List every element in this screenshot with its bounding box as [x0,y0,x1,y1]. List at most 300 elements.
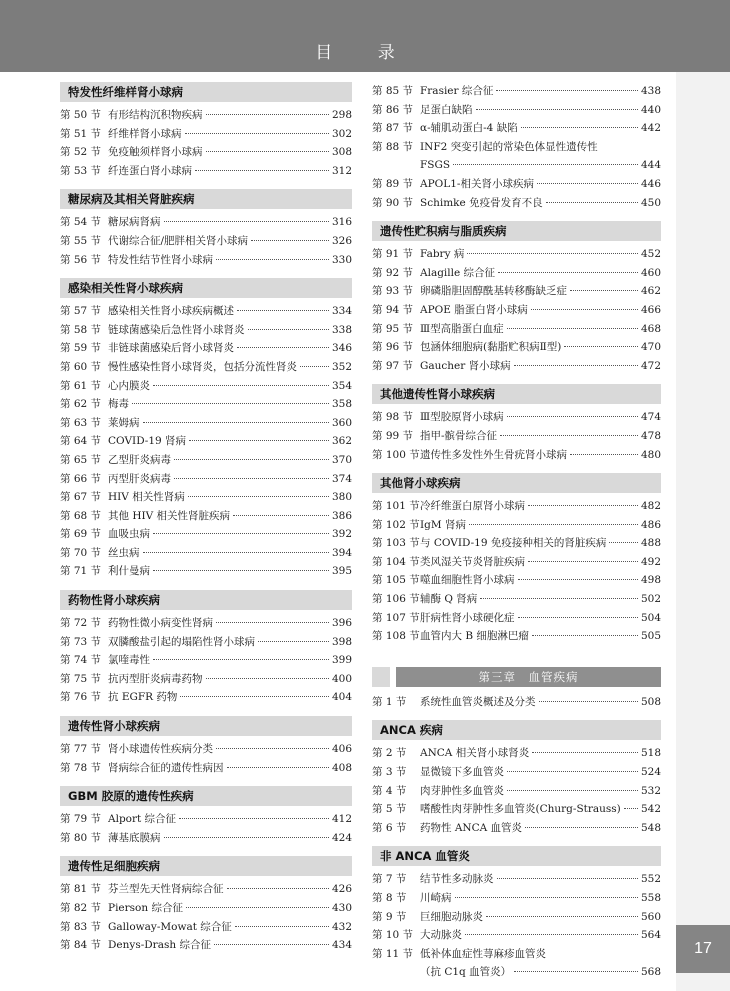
entry-page: 412 [331,813,352,826]
toc-entry [60,918,352,937]
entry-number: 第 84 节 [60,939,102,952]
dot-leader [164,837,329,838]
entry-page: 560 [640,910,661,923]
dot-leader [467,253,638,254]
entry-page: 568 [640,966,661,979]
entry-number: 第 108 节 [372,630,420,643]
dot-leader [507,416,638,417]
entry-title: 血管内大 B 细胞淋巴瘤 [420,630,529,643]
toc-right-sections-a [372,221,661,646]
entry-number: 第 54 节 [60,216,102,229]
entry-number: 第 89 节 [372,177,414,190]
entry-title: 足蛋白缺陷 [420,103,473,116]
entry-number: 第 101 节 [372,500,420,513]
entry-page: 478 [640,429,661,442]
toc-entry [372,590,661,609]
entry-page: 362 [331,435,352,448]
entry-number: 第 8 节 [372,892,407,904]
toc-entry [60,936,352,955]
dot-leader [564,346,638,347]
dot-leader [237,310,329,311]
entry-title: Alagille 综合征 [420,266,496,279]
dot-leader [532,635,638,636]
dot-leader [480,598,638,599]
entry-title: 芬兰型先天性肾病综合征 [108,883,224,896]
entry-title: 肉芽肿性多血管炎 [420,784,504,797]
toc-section [60,856,352,954]
dot-leader [251,240,329,241]
entry-title: APOE 脂蛋白肾小球病 [420,303,528,316]
dot-leader [216,748,329,749]
entry-number: 第 59 节 [60,342,102,355]
chapter-marker [372,667,390,687]
toc-entry [372,553,661,572]
toc-entry [372,627,661,646]
toc-entry [60,880,352,899]
entry-title: 非链球菌感染后肾小球肾炎 [108,342,234,355]
entry-page: 394 [331,546,352,559]
toc-entry [60,213,352,232]
dot-leader [500,435,638,436]
toc-entry [60,162,352,181]
entry-number: 第 95 节 [372,322,414,335]
dot-leader [188,496,329,497]
dot-leader [195,170,329,171]
toc-section [60,82,352,180]
dot-leader [609,542,638,543]
dot-leader [237,347,329,348]
entry-title: 川崎病 [420,892,452,904]
toc-entry [60,125,352,144]
entry-title: 嗜酸性肉芽肿性多血管炎(Churg-Strauss) [420,803,621,816]
entry-page: 446 [640,177,661,190]
dot-leader [227,767,329,768]
entry-title: ANCA 相关肾小球肾炎 [420,747,530,760]
dot-leader [518,617,638,618]
toc-entry [372,693,661,712]
dot-leader [227,888,329,889]
entry-number: 第 68 节 [60,509,102,522]
entry-number: 第 4 节 [372,784,407,797]
toc-entry [372,945,661,964]
entry-number: 第 1 节 [372,695,407,708]
chapter-heading [372,667,661,687]
toc-entry [60,740,352,759]
toc-entry [60,670,352,689]
dot-leader [132,403,329,404]
toc-entry [372,609,661,628]
toc-entry [60,759,352,778]
dot-leader [233,515,329,516]
toc-entry [60,395,352,414]
entry-page: 504 [640,611,661,624]
entry-number: 第 50 节 [60,109,102,121]
entry-page: 488 [640,537,661,550]
dot-leader [185,133,329,134]
toc-entry [372,446,661,465]
entry-title: 双膦酸盐引起的塌陷性肾小球病 [108,635,255,648]
dot-leader [469,524,638,525]
toc-entry [372,119,661,138]
entry-title: 指甲-髌骨综合征 [420,429,498,442]
entry-title: Ⅲ型高脂蛋白血症 [420,322,504,335]
entry-title: INF2 突变引起的常染色体显性遗传性 [420,140,598,153]
entry-page: 505 [640,630,661,643]
entry-page: 302 [331,127,352,140]
entry-page: 396 [331,617,352,630]
entry-title: 其他 HIV 相关性肾脏疾病 [108,509,231,522]
dot-leader [189,440,329,441]
toc-entry [60,633,352,652]
entry-page: 326 [331,234,352,247]
toc-section [60,786,352,847]
entry-title: 肝病性肾小球硬化症 [420,611,515,624]
entry-number: 第 77 节 [60,743,102,756]
entry-page: 480 [640,448,661,461]
entry-title: 药物性 ANCA 血管炎 [420,821,523,834]
entry-title: IgM 肾病 [420,518,466,531]
chapter-entries [372,693,661,712]
entry-number: 第 99 节 [372,429,414,442]
dot-leader [174,459,329,460]
entry-page: 400 [331,672,352,685]
entry-title: 丙型肝炎病毒 [108,472,171,485]
entry-page: 460 [640,266,661,279]
toc-entry [372,889,661,908]
dot-leader [465,934,638,935]
entry-title: Galloway-Mowat 综合征 [108,920,232,933]
toc-entry [372,800,661,819]
entry-page: 358 [331,398,352,411]
entry-title: 代谢综合征/肥胖相关肾小球病 [108,234,249,247]
toc-continued-entries [372,82,661,212]
entry-number: 第 63 节 [60,416,102,429]
entry-title: α-辅肌动蛋白-4 缺陷 [420,122,518,135]
entry-page: 432 [331,920,352,933]
toc-entry [60,470,352,489]
dot-leader [570,290,638,291]
entry-title: （抗 C1q 血管炎） [420,966,512,979]
entry-number: 第 106 节 [372,593,420,606]
dot-leader [258,641,329,642]
entry-title: 乙型肝炎病毒 [108,453,171,466]
entry-title: FSGS [420,159,451,172]
entry-title: 慢性感染性肾小球肾炎，包括分流性肾炎 [108,360,297,373]
entry-page: 308 [331,146,352,159]
dot-leader [496,90,638,91]
entry-title: 利什曼病 [108,565,150,578]
entry-title: 辅酶 Q 肾病 [420,593,478,606]
toc-entry [372,571,661,590]
section-heading: 药物性肾小球疾病 [60,590,352,610]
entry-page: 298 [331,109,352,121]
entry-number: 第 6 节 [372,821,407,834]
entry-number: 第 79 节 [60,813,102,826]
toc-entry [60,507,352,526]
toc-entry [372,245,661,264]
dot-leader [143,422,329,423]
entry-number: 第 7 节 [372,873,407,886]
entry-number: 第 69 节 [60,528,102,541]
toc-entry [372,282,661,301]
entry-page: 399 [331,654,352,667]
entry-number: 第 70 节 [60,546,102,559]
toc-entry [372,175,661,194]
entry-page: 552 [640,873,661,886]
entry-number: 第 76 节 [60,691,102,704]
entry-page: 466 [640,303,661,316]
entry-page: 426 [331,883,352,896]
dot-leader [537,183,638,184]
entry-title: 梅毒 [108,398,129,411]
entry-number: 第 71 节 [60,565,102,578]
entry-title: 抗 EGFR 药物 [108,691,178,704]
entry-number: 第 90 节 [372,196,414,209]
entry-title: 结节性多动脉炎 [420,873,494,886]
dot-leader [216,259,329,260]
entry-number: 第 66 节 [60,472,102,485]
dot-leader [531,309,638,310]
toc-entry [60,339,352,358]
dot-leader [153,659,329,660]
entry-number: 第 100 节 [372,448,420,461]
dot-leader [532,752,638,753]
toc-entry [60,899,352,918]
entry-number: 第 75 节 [60,672,102,685]
toc-entry [60,829,352,848]
entry-title: 抗丙型肝炎病毒药物 [108,672,203,685]
entry-number: 第 3 节 [372,766,407,779]
dot-leader [179,818,329,819]
toc-right-sections-b [372,720,661,982]
entry-title: 大动脉炎 [420,929,462,942]
toc-entry [372,427,661,446]
entry-number: 第 78 节 [60,761,102,774]
entry-number: 第 88 节 [372,140,414,153]
entry-title: 链球菌感染后急性肾小球肾炎 [108,323,245,336]
toc-entry [60,488,352,507]
entry-title: 类风湿关节炎肾脏疾病 [420,555,525,568]
entry-title: 噬血细胞性肾小球病 [420,574,515,587]
entry-page: 498 [640,574,661,587]
dot-leader [455,897,638,898]
entry-page: 408 [331,761,352,774]
entry-page: 395 [331,565,352,578]
dot-leader [300,366,329,367]
entry-page: 542 [640,803,661,816]
entry-page: 532 [640,784,661,797]
entry-title: 低补体血症性荨麻疹血管炎 [420,947,546,960]
entry-title: 丝虫病 [108,546,140,559]
entry-page: 548 [640,821,661,834]
entry-title: 肾病综合征的遗传性病因 [108,761,224,774]
entry-title: 心内膜炎 [108,379,150,392]
toc-entry [60,544,352,563]
dot-leader [514,971,638,972]
toc-entry [60,525,352,544]
entry-number: 第 5 节 [372,803,407,816]
toc-entry [372,156,661,175]
toc-section [372,720,661,837]
entry-page: 338 [331,323,352,336]
entry-number: 第 94 节 [372,303,414,316]
entry-number: 第 55 节 [60,234,102,247]
toc-entry [372,534,661,553]
toc-entry [372,194,661,213]
toc-entry [60,377,352,396]
toc-section [60,189,352,269]
entry-title: 卵磷脂胆固醇酰基转移酶缺乏症 [420,285,567,298]
toc-section [60,278,352,581]
dot-leader [521,127,638,128]
entry-title: 有形结构沉积物疾病 [108,109,203,121]
entry-title: 糖尿病肾病 [108,216,161,229]
dot-leader [525,827,638,828]
entry-title: 冷纤维蛋白原肾小球病 [420,500,525,513]
entry-title: 氯喹毒性 [108,654,150,667]
entry-number: 第 87 节 [372,122,414,135]
entry-number: 第 56 节 [60,253,102,266]
section-heading: 遗传性足细胞疾病 [60,856,352,876]
dot-leader [570,454,638,455]
section-heading: 其他遗传性肾小球疾病 [372,384,661,404]
dot-leader [498,272,638,273]
toc-section [60,590,352,707]
toc-section [372,384,661,464]
entry-number: 第 64 节 [60,435,102,448]
section-heading: 糖尿病及其相关肾脏疾病 [60,189,352,209]
entry-title: COVID-19 肾病 [108,435,187,448]
entry-page: 424 [331,831,352,844]
entry-number: 第 60 节 [60,360,102,373]
entry-number: 第 72 节 [60,617,102,630]
entry-title: 系统性血管炎概述及分类 [420,695,536,708]
entry-number: 第 91 节 [372,248,414,261]
dot-leader [624,808,638,809]
dot-leader [214,944,329,945]
entry-number: 第 9 节 [372,910,407,923]
entry-page: 468 [640,322,661,335]
entry-number: 第 93 节 [372,285,414,298]
entry-title: Ⅲ型胶原肾小球病 [420,411,504,424]
entry-title: 肾小球遗传性疾病分类 [108,743,213,756]
toc-entry [372,264,661,283]
entry-number: 第 57 节 [60,305,102,318]
toc-entry [60,251,352,270]
entry-title: Gaucher 肾小球病 [420,359,511,372]
entry-page: 440 [640,103,661,116]
toc-entry [372,744,661,763]
toc-entry [60,451,352,470]
entry-page: 316 [331,216,352,229]
dot-leader [476,109,638,110]
entry-number: 第 85 节 [372,85,414,97]
entry-title: 特发性结节性肾小球病 [108,253,213,266]
entry-number: 第 51 节 [60,127,102,140]
entry-title: 薄基底膜病 [108,831,161,844]
dot-leader [235,926,329,927]
dot-leader [528,561,638,562]
toc-entry [60,651,352,670]
entry-number: 第 107 节 [372,611,420,624]
entry-page: 472 [640,359,661,372]
entry-page: 330 [331,253,352,266]
dot-leader [216,622,329,623]
entry-number: 第 81 节 [60,883,102,896]
entry-number: 第 103 节 [372,537,420,550]
entry-title: 巨细胞动脉炎 [420,910,483,923]
entry-page: 452 [640,248,661,261]
toc-entry [372,497,661,516]
entry-title: Denys-Drash 综合征 [108,939,211,952]
entry-page: 470 [640,341,661,354]
entry-page: 354 [331,379,352,392]
entry-page: 558 [640,892,661,904]
entry-number: 第 11 节 [372,947,414,960]
entry-number: 第 61 节 [60,379,102,392]
entry-title: APOL1-相关肾小球疾病 [420,177,534,190]
entry-page: 346 [331,342,352,355]
entry-page: 398 [331,635,352,648]
entry-page: 442 [640,122,661,135]
toc-section [372,846,661,982]
dot-leader [143,552,329,553]
dot-leader [486,916,638,917]
entry-page: 444 [640,159,661,172]
section-heading: 非 ANCA 血管炎 [372,846,661,866]
entry-title: 血吸虫病 [108,528,150,541]
entry-title: 遗传性多发性外生骨疣肾小球病 [420,448,567,461]
dot-leader [153,570,329,571]
toc-entry [60,414,352,433]
entry-title: 包涵体细胞病(黏脂贮积病Ⅱ型) [420,341,562,354]
dot-leader [153,533,329,534]
dot-leader [507,328,638,329]
toc-entry [60,106,352,125]
entry-page: 524 [640,766,661,779]
toc-entry [372,782,661,801]
entry-page: 430 [331,902,352,914]
entry-page: 450 [640,196,661,209]
dot-leader [180,696,329,697]
entry-page: 518 [640,747,661,760]
toc-entry [60,232,352,251]
entry-page: 386 [331,509,352,522]
toc-entry [372,320,661,339]
dot-leader [507,790,638,791]
section-heading: 特发性纤维样肾小球病 [60,82,352,102]
entry-page: 312 [331,164,352,177]
toc-entry [60,143,352,162]
section-heading: GBM 胶原的遗传性疾病 [60,786,352,806]
entry-title: 莱姆病 [108,416,140,429]
entry-page: 486 [640,518,661,531]
entry-page: 564 [640,929,661,942]
toc-entry [372,819,661,838]
toc-entry [60,432,352,451]
entry-number: 第 86 节 [372,103,414,116]
entry-number: 第 10 节 [372,929,414,942]
toc-entry [372,301,661,320]
entry-title: Pierson 综合征 [108,902,183,914]
entry-number: 第 65 节 [60,453,102,466]
entry-title: HIV 相关性肾病 [108,491,185,504]
dot-leader [186,907,329,908]
entry-title: 药物性微小病变性肾病 [108,617,213,630]
toc-section [372,473,661,646]
dot-leader [206,151,329,152]
entry-page: 406 [331,743,352,756]
